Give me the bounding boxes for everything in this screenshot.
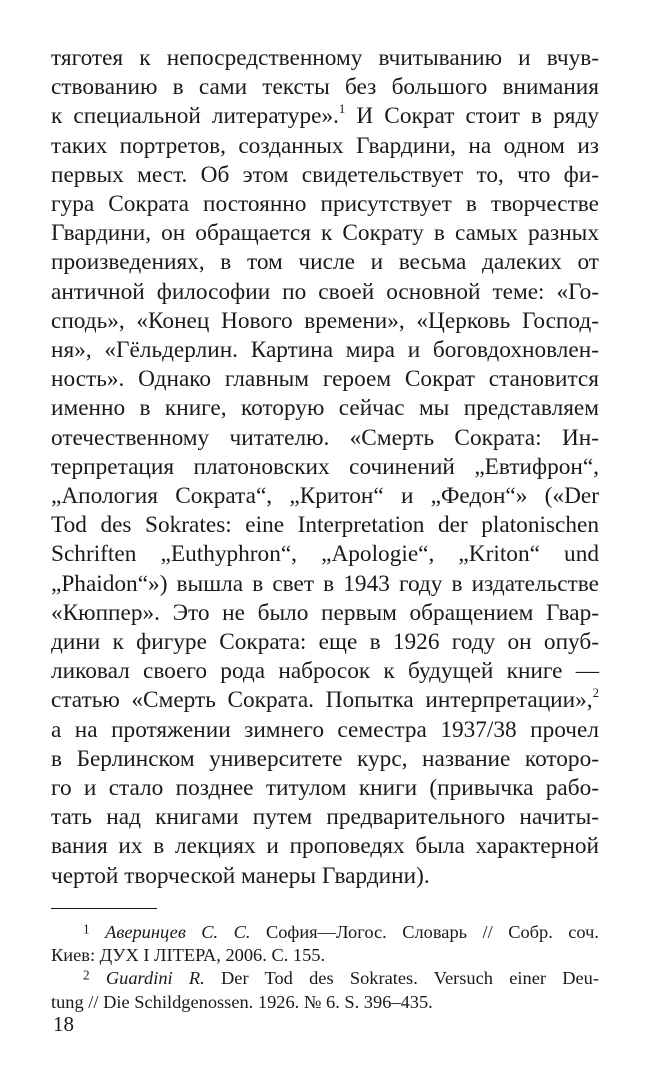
- text-line: ликовал своего рода набросок к будущей книге —: [51, 658, 599, 685]
- footnote-2-continuation: tung // Die Schildgenossen. 1926. № 6. S. 396–435.: [51, 991, 433, 1012]
- text-line: „Апология Сократа“, „Критон“ и „Федон“» («Der: [51, 483, 599, 510]
- text-line: античной философии по своей основной теме: «Го-: [51, 278, 599, 305]
- text-line: Schriften „Euthyphron“, „Apologie“, „Kriton“ und: [51, 541, 599, 568]
- text-line: ность». Однако главным героем Сократ становится: [51, 366, 599, 393]
- text-line: «Кюппер». Это не было первым обращением Гвар-: [51, 599, 599, 626]
- text-line: ня», «Гёльдерлин. Картина мира и боговдохновлен-: [51, 337, 599, 364]
- text-line: вания их в лекциях и проповедях была характерной: [51, 833, 599, 860]
- footnote-mark: 1: [83, 921, 90, 937]
- text-line: в Берлинском университете курс, название которо-: [51, 745, 599, 772]
- footnotes: [51, 921, 599, 1014]
- footnote-text: Der Tod des Sokrates. Versuch einer Deu-: [204, 968, 599, 989]
- text-line: ствованию в сами тексты без большого внимания: [51, 74, 599, 101]
- text-line: а на протяжении зимнего семестра 1937/38 прочел: [51, 716, 599, 743]
- footnote-text: София—Логос. Словарь // Собр. соч.: [250, 921, 600, 942]
- text-line: тать над книгами путем предварительного начиты-: [51, 804, 599, 831]
- text-line: первых мест. Об этом свидетельствует то, что фи-: [51, 161, 599, 188]
- text-line: произведениях, в том числе и весьма далеких от: [51, 249, 599, 276]
- footnote-ref-1: 1: [338, 102, 346, 117]
- text-line: Гвардини, он обращается к Сократу в самых разных: [51, 220, 599, 247]
- text-line: именно в книге, которую сейчас мы представляем: [51, 395, 599, 422]
- text-line: Tod des Sokrates: eine Interpretation der platonischen: [51, 512, 599, 539]
- text-line: гура Сократа постоянно присутствует в творчестве: [51, 191, 599, 218]
- footnote-1-continuation: Киев: ДУХ І ЛІТЕРА, 2006. С. 155.: [51, 945, 326, 966]
- text-line: чертой творческой манеры Гвардини).: [51, 862, 430, 889]
- text-line: отечественному читателю. «Смерть Сократа: Ин-: [51, 424, 599, 451]
- text-line: [51, 102, 599, 131]
- text-fragment: к специальной литературе».: [51, 103, 339, 130]
- text-line: [51, 686, 599, 715]
- text-line: таких портретов, созданных Гвардини, на одном из: [51, 132, 599, 159]
- text-line: „Phaidon“») вышла в свет в 1943 году в издательстве: [51, 570, 599, 597]
- text-fragment: И Сократ стоит в ряду: [345, 103, 599, 130]
- text-line: терпретация платоновских сочинений „Евтифрон“,: [51, 453, 599, 480]
- book-page: [51, 44, 599, 1014]
- text-fragment: статью «Смерть Сократа. Попытка интерпретации»,: [51, 687, 593, 714]
- footnote-ref-2: 2: [592, 686, 599, 701]
- footnote-author: Аверинцев С. С.: [105, 921, 251, 942]
- text-line: сподь», «Конец Нового времени», «Церковь Господ-: [51, 307, 599, 334]
- text-line: го и стало позднее титулом книги (привычка рабо-: [51, 775, 599, 802]
- footnote-divider: [51, 908, 157, 909]
- page-number: 18: [53, 1012, 74, 1036]
- footnote-author: Guardini R.: [105, 968, 205, 989]
- text-line: дини к фигуре Сократа: еще в 1926 году он опуб-: [51, 629, 599, 656]
- main-text: [51, 44, 599, 891]
- text-line: тяготея к непосредственному вчитыванию и вчув-: [51, 45, 599, 71]
- footnote-mark: 2: [83, 967, 90, 983]
- footnote-2: [51, 967, 599, 990]
- footnote-1: [51, 921, 599, 944]
